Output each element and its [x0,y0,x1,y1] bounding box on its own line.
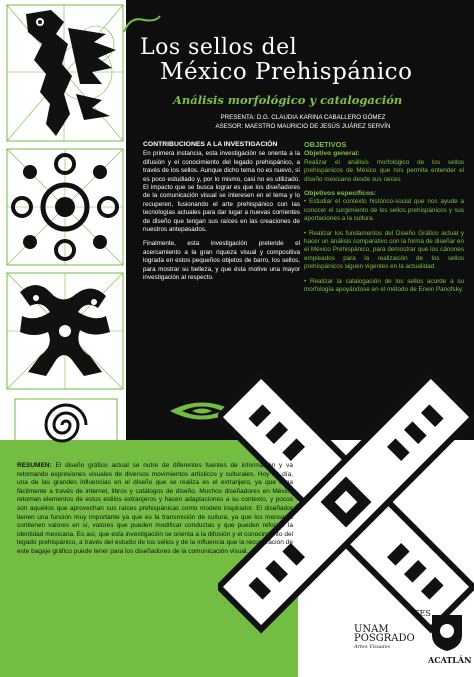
unam-text: UNAM [354,624,389,635]
specific-objective-2: • Realizar los fundamentos del Diseño Gráfico actual y hacer un análisis comparativo con la forma de diseñar en el México Prehispánico, para demostrar que los cánones empleados para la realización de los sellos prehispánicos siguen vigentes en la actualidad. [304,229,464,271]
bird-seal-icon [6,4,124,142]
specific-objectives-heading: Objetivos específicos: [304,190,377,198]
contributions-heading: CONTRIBUCIONES A LA INVESTIGACIÓN [143,141,278,148]
objectives-heading: OBJETIVOS [304,140,347,149]
resumen-section [17,462,293,557]
institution-logos [354,605,470,673]
objectives-section [304,141,464,301]
contributions-paragraph-2: Finalmente, esta investigación pretende el acercamiento a la gran riqueza visual y compositiva lograda en estos pequeños objetos de barro, los sellos, para mostrar su belleza, y que ésta motive una mayor investigación al respecto. [143,240,300,282]
contributions-paragraph-1: En primera instancia, esta investigación se orienta a la difusión y el conocimiento del legado prehispánico, a través de los sellos. Aunque dicho tema no es nuevo, sí es poco estudiado y, por lo mismo, casi no es utilizado. El impacto que se busca lograr es que los diseñadores de la comunicación visual se interesen en el tema y lo recuperen, fusionando el arte prehispánico con las tecnologías actuales para dar lugar a nuevas corrientes de diseño que tengan sus raíces en las creaciones de nuestros antepasados. [143,150,300,234]
fes-logo: FES [414,609,431,618]
specific-objective-3: • Realizar la catalogación de los sellos acorde a su morfología apoyándose en el método de Erwin Panofsky. [304,277,464,294]
resumen-text: El diseño gráfico actual se nutre de diferentes fuentes de información y va retomando expresiones visuales de diversos movimientos artísticos y culturales. Hoy en día, una de las grandes influencias en el diseño que se realiza es el extranjero, ya que llega fácilmente a través de internet, libros y catálogos de diseño. Muchos diseñadores en México retoman elementos de estos estilos extranjeros y hacen adaptaciones a su contexto, y pocos son aquéllos que aprovechan sus raíces prehispánicas como modelo inspirador. El diseñador tienen una función muy importante ya que es la transmisión de cultura, ya que los mensajes contienen valores en sí, valores que pueden modificar conductas y que pueden reforzar la identidad mexicana. Es así, que esta investigación se orienta a la difusión y el conocimiento del legado prehispánico, a través del estudio de los sellos y de la influencia que la recuperación de este bagaje gráfico puede tener para los diseñadores de la comunicación visual. [17,462,293,555]
fes-shield-icon [428,611,466,653]
spiral-seal-icon [14,398,118,452]
page-title [140,36,470,84]
subtitle: Análisis morfológico y catalogación [173,93,403,107]
general-objective-text: Realizar el análisis morfológico de los sellos prehispánicos de México que nos permita entender el diseño mexicano desde sus raíces [304,158,464,183]
presenta-text: PRESENTA: D.G. CLAUDIA KARINA CABALLERO GÓMEZ [220,114,386,121]
general-objective-heading: Objetivo general: [304,150,360,158]
unam-posgrado-logo [354,625,415,652]
resumen-label: RESUMEN: [17,462,52,469]
concentric-circles-seal-icon [6,148,124,266]
asesor-text: ASESOR: MAESTRO MAURICIO DE JESÚS JUÁREZ SERVÍN [215,123,391,130]
artes-visuales-text: Artes Visuales [354,644,391,650]
posgrado-text: POSGRADO [354,633,415,644]
acatlan-text: ACATLÁN [428,655,472,665]
title-line-1: Los sellos del [140,35,298,60]
specific-objective-1: • Estudiar el contexto histórico-social que nos ayude a conocer el surgimiento de los sellos prehispánicos y sus aportaciones a la cultura. [304,198,464,223]
title-line-2: México Prehispánico [160,59,413,85]
credits [138,113,468,131]
green-bird-logo-icon [120,12,162,42]
contributions-section [143,141,300,289]
animal-seal-icon [6,272,124,390]
